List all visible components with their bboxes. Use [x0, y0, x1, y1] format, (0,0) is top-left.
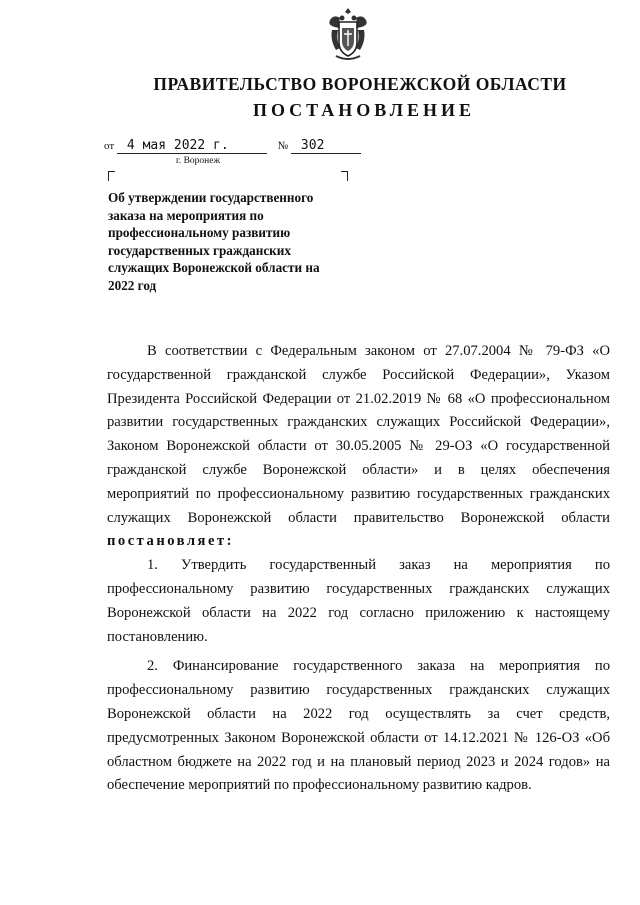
document-body	[107, 340, 610, 798]
document-date: 4 мая 2022 г.	[117, 138, 267, 154]
document-meta	[104, 138, 361, 154]
document-number: 302	[291, 138, 361, 154]
organization-title: ПРАВИТЕЛЬСТВО ВОРОНЕЖСКОЙ ОБЛАСТИ	[153, 74, 567, 94]
document-type: ПОСТАНОВЛЕНИЕ	[252, 100, 476, 120]
city-label: г. Воронеж	[176, 156, 221, 166]
paragraph-item-1: 1. Утвердить государственный заказ на мероприятия по профессиональному развитию государственных гражданских служащих Воронежской области на 2022 год согласно приложению к настоящему постановлению.	[107, 557, 610, 645]
subject-corner-left	[108, 171, 115, 181]
document-subject: Об утверждении государственного заказа на мероприятия по профессиональному развитию государственных гражданских служащих Воронежской области на 2022 год	[108, 190, 320, 293]
paragraph-preamble: В соответствии с Федеральным законом от 27.07.2004 № 79-ФЗ «О государственной гражданской службе Российской Федерации», Указом Президента Российской Федерации от 21.02.2019 № 68 «О профессиональном развитии государственных гражданских служащих Российской Федерации», Законом Воронежской области от 30.05.2005 № 29-ОЗ «О государственной гражданской службе Воронежской области» и в целях обеспечения мероприятий по профессиональному развитию государственных гражданских служащих Воронежской области правительство Воронежской области постановляет:	[107, 343, 610, 550]
date-label: от	[104, 140, 115, 152]
paragraph-item-2: 2. Финансирование государственного заказа на мероприятия по профессиональному развитию государственных гражданских служащих Воронежской области на 2022 год осуществлять за счет средств, предусмотренных Законом Воронежской области от 14.12.2021 № 126-ОЗ «Об областном бюджете на 2022 год и на плановый период 2023 и 2024 годов» на обеспечение мероприятий по профессиональному развитию кадров.	[107, 658, 610, 794]
resolve-keyword: постановляет:	[107, 533, 234, 550]
subject-corner-right	[341, 171, 348, 181]
coat-of-arms-icon	[326, 6, 370, 64]
number-label: №	[277, 140, 289, 152]
